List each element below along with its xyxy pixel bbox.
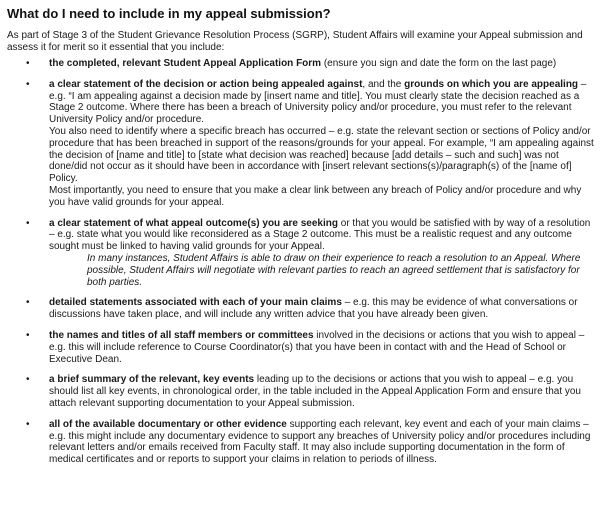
italic-note: In many instances, Student Affairs is able to draw on their experience to reach a resolution to an Appeal. Where possible, Student Affairs will negotiate with relevant parties to reach an agreed settlement that is satisfactory for both parties. (87, 252, 581, 288)
list-item-detailed-statements (7, 297, 596, 321)
list-item-body: – e.g. this may be evidence of what conversations or discussions have taken place, and will include any written advice that you have already been given. (49, 297, 578, 321)
list-item-decision-and-grounds (7, 79, 596, 209)
list-item-bold: detailed statements associated with each of your main claims (49, 297, 342, 309)
list-item-body: supporting each relevant, key event and each of your main claims – e.g. this might include any documentary evidence to support any breaches of University policy and/or procedures including relevant letters and/or emails received from Faculty staff. It may also include supporting documentation in the form of medical certificates and or reports to support your claims in relation to periods of illness. (49, 418, 591, 466)
list-item-application-form (7, 58, 596, 70)
list-item-paragraph: You also need to identify where a specific breach has occurred – e.g. state the relevant section or sections of Policy and/or procedure that has been breached in support of the reasons/grounds for your appeal. For example, “I am appealing against the decision of [name and title] to [state what decision was reached] because [add details – such and such] was not done/did not occur as it should have been in accordance with [insert relevant sections(s)/paragraph(s) of the [name of] Policy. (49, 125, 594, 185)
list-item-text (49, 374, 596, 409)
list-item-text (49, 218, 596, 253)
list-item-bold: a clear statement of what appeal outcome(s) you are seeking (49, 217, 338, 229)
list-item-bold: the names and titles of all staff members or committees (49, 329, 314, 341)
bullet-icon: • (26, 329, 30, 341)
list-item-bold: all of the available documentary or other evidence (49, 418, 287, 430)
bullet-icon: • (26, 58, 30, 69)
list-item-connector: , and the (362, 78, 405, 90)
bullet-icon: • (26, 78, 30, 90)
list-item-bold: the completed, relevant Student Appeal Application Form (49, 58, 322, 69)
bullet-icon: • (26, 217, 30, 229)
list-item-text (49, 58, 596, 70)
list-item-bold: a clear statement of the decision or action being appealed against (49, 78, 363, 90)
list-item-evidence (7, 419, 596, 466)
bullet-icon: • (26, 297, 30, 309)
list-item-bold: grounds on which you are appealing (404, 78, 579, 90)
list-item-body: involved in the decisions or actions that you wish to appeal – e.g. this will include reference to Course Coordinator(s) that you have been in contact with and the Head of School or Executive Dean. (49, 329, 585, 365)
list-item-body: or that you would be satisfied with by way of a resolution – e.g. state what you would like reconsidered as a Stage 2 outcome. This must be a realistic request and any outcome sought must be linked to having valid grounds for your Appeal. (49, 217, 591, 253)
list-item-text (49, 297, 596, 321)
list-item-text (49, 419, 596, 466)
list-item-body: (ensure you sign and date the form on the last page) (321, 58, 557, 69)
list-item-paragraph: Most importantly, you need to ensure that you make a clear link between any breach of Policy and/or procedure and why you have valid grounds for your appeal. (49, 184, 582, 208)
list-item-body: – e.g. “I am appealing against a decision made by [insert name and title]. You must clearly state the decision reached as a Stage 2 outcome. Where there has been a breach of University policy and/or procedure, you must refer to the relevant University Policy and/or procedure. (49, 78, 587, 126)
list-item-appeal-outcome (7, 218, 596, 289)
bullet-icon: • (26, 418, 30, 430)
list-item-text (49, 79, 596, 126)
list-item-text (49, 330, 596, 365)
list-item-key-events (7, 374, 596, 409)
requirements-list (7, 58, 596, 466)
list-item-staff-names (7, 330, 596, 365)
intro-paragraph: As part of Stage 3 of the Student Grievance Resolution Process (SGRP), Student Affairs will examine your Appeal submission and assess it for merit so it essential that you include: (7, 30, 583, 53)
list-item-bold: a brief summary of the relevant, key events (49, 374, 255, 386)
page-title: What do I need to include in my appeal submission? (7, 6, 331, 21)
list-item-body: leading up to the decisions or actions that you wish to appeal – e.g. you should list all key events, in chronological order, in the table included in the Appeal Application Form and ensure that you attach relevant supporting documentation to your Appeal submission. (49, 374, 581, 409)
bullet-icon: • (26, 374, 30, 386)
